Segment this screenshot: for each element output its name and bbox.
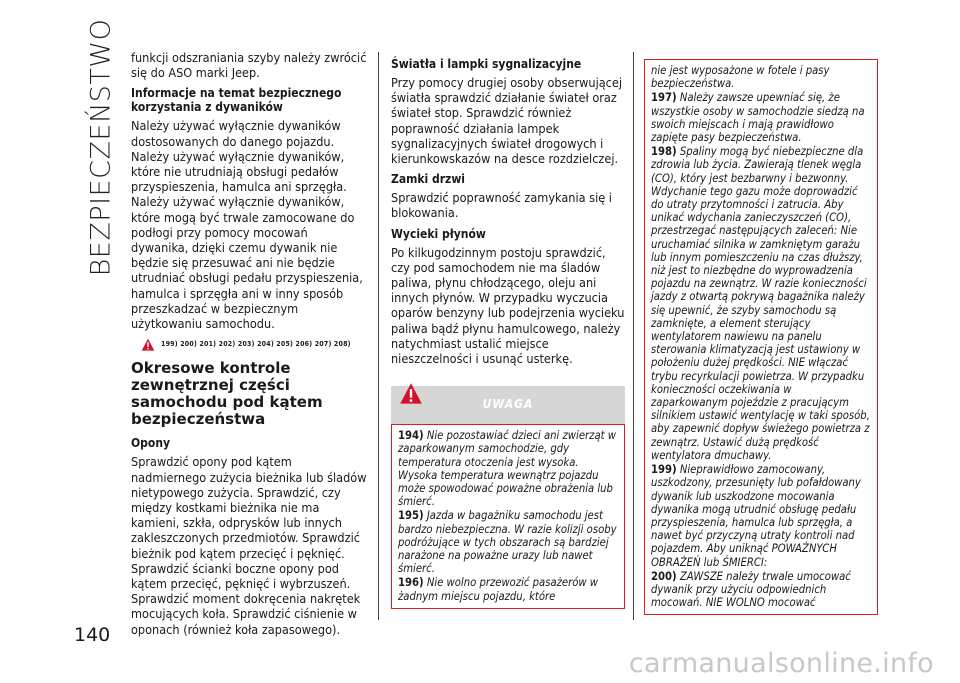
warning-item-195: 195) Jazda w bagażniku samochodu jest bardzo niebezpieczna. W razie kolizji osoby podróżujące w tych obszarach są bardziej narażone na poważne urazy lub nawet śmierć. bbox=[398, 509, 617, 576]
warning-item-199: 199) Nieprawidłowo zamocowany, uszkodzony, przesunięty lub pofałdowany dywanik lub uszkodzone mocowania dywanika mogą utrudnić obsługę pedału przyspieszenia, hamulca lub sprzęgła, a nawet być przyczyną utraty kontroli nad pojazdem. Aby uniknąć POWAŻNYCH OBRAŻEŃ lub ŚMIERCI: bbox=[651, 463, 861, 569]
section-side-title bbox=[80, 18, 122, 276]
warning-box-right bbox=[644, 59, 878, 615]
column-divider bbox=[378, 52, 379, 620]
column-1 bbox=[131, 50, 367, 643]
warning-item-197: 197) Należy zawsze upewniać się, że wszystkie osoby w samochodzie siedzą na swoich miejscach i mają prawidłowo zapięte pasy bezpieczeństwa. bbox=[651, 91, 865, 145]
warning-item-200: 200) ZAWSZE należy trwale umocować dywanik przy użyciu odpowiednich mocowań. NIE WOLNO mocować bbox=[651, 569, 851, 610]
heading-floor-mats: Informacje na temat bezpiecznego korzystania z dywaników bbox=[131, 86, 342, 115]
column-3 bbox=[644, 59, 878, 615]
heading-fluid-leaks: Wycieki płynów bbox=[391, 226, 486, 241]
warning-continuation: nie jest wyposażone w fotele i pasy bezpieczeństwa. bbox=[651, 64, 830, 91]
lights-paragraph: Przy pomocy drugiej osoby obserwującej światła sprawdzić działanie świateł oraz świateł stop. Sprawdzić również poprawność działania lampek sygnalizacyjnych świateł drogowych i kierunkowskazów na desce rozdzielczej. bbox=[391, 75, 623, 167]
watermark: carmanualsonline.info bbox=[628, 648, 934, 679]
warning-triangle-icon bbox=[141, 338, 155, 352]
column-divider bbox=[633, 52, 634, 620]
warning-item-196: 196) Nie wolno przewozić pasażerów w żadnym miejscu pojazdu, które bbox=[398, 576, 599, 603]
heading-door-locks: Zamki drzwi bbox=[391, 172, 465, 187]
fluid-leaks-paragraph: Po kilkugodzinnym postoju sprawdzić, czy pod samochodem nie ma śladów paliwa, płynu chłodzącego, oleju ani innych płynów. W przypadku wyczucia oparów benzyny lub podejrzenia wycieku paliwa bądź płynu hamulcowego, należy natychmiast ustalić miejsce nieszczelności i usunąć usterkę. bbox=[391, 244, 625, 367]
column-2 bbox=[391, 57, 625, 609]
warning-item-198: 198) Spaliny mogą być niebezpieczne dla zdrowia lub życia. Zawierają tlenek węgla (CO), który jest bezbarwny i bezwonny. Wdychanie tego gazu może doprowadzić do utraty przytomności i zatrucia. Aby unikać wdychania zanieczyszczeń (CO), przestrzegać następujących zaleceń: Nie uruchamiać silnika w zamkniętym garażu lub innym pomieszczeniu na czas dłuższy, niż jest to niezbędne do wyprowadzenia pojazdu na zewnątrz. W razie konieczności jazdy z otwartą pokrywą bagażnika należy się upewnić, że szyby samochodu są zamknięte, a element sterujący wentylatorem nawiewu na panelu sterowania klimatyzacją jest ustawiony w położeniu dużej prędkości. NIE włączać trybu recyrkulacji powietrza. W przypadku konieczności oczekiwania w zaparkowanym pojeździe z pracującym silnikiem ustawić wentylację w taki sposób, aby zapewnić dopływ świeżego powietrza z zewnątrz. Ustawić dużą prędkość wentylatora dmuchawy. bbox=[651, 145, 870, 462]
heading-tires: Opony bbox=[131, 436, 171, 451]
floor-mats-paragraph: Należy używać wyłącznie dywaników dostosowanych do danego pojazdu. Należy używać wyłącznie dywaników, które nie utrudniają obsługi pedałów przyspieszenia, hamulca ani sprzęgła. Należy używać wyłącznie dywaników, które mogą być trwale zamocowane do podłogi przy pomocy mocowań dywanika, dzięki czemu dywanik nie będzie się przesuwać ani nie będzie utrudniać obsługi pedału przyspieszenia, hamulca i sprzęgła ani w inny sposób przeszkadzać w bezpiecznym użytkowaniu samochodu. bbox=[131, 118, 363, 332]
warning-label: UWAGA bbox=[482, 397, 534, 412]
warning-box-left bbox=[391, 424, 625, 609]
page-number: 140 bbox=[74, 624, 111, 646]
door-locks-paragraph: Sprawdzić poprawność zamykania się i blokowania. bbox=[391, 190, 612, 221]
heading-exterior-checks: Okresowe kontrole zewnętrznej części samochodu pod kątem bezpieczeństwa bbox=[131, 359, 323, 429]
intro-paragraph: funkcji odszraniania szyby należy zwrócić się do ASO marki Jeep. bbox=[131, 50, 367, 81]
section-title-text: BEZPIECZEŃSTWO bbox=[85, 18, 117, 276]
warning-header-band bbox=[391, 386, 625, 424]
heading-lights: Światła i lampki sygnalizacyjne bbox=[391, 57, 582, 71]
tires-paragraph: Sprawdzić opony pod kątem nadmiernego zużycia bieżnika lub śladów nietypowego zużycia. Sprawdzić, czy między kostkami bieżnika nie ma kamieni, szkła, odprysków lub innych zakleszczonych przedmiotów. Sprawdzić bieżnik pod kątem przecięć i pęknięć. Sprawdzić ścianki boczne opony pod kątem przecięć, pęknięć i wybrzuszeń. Sprawdzić moment dokręcenia nakrętek mocujących koła. Sprawdzić ciśnienie w oponach (również koła zapasowego). bbox=[131, 454, 367, 637]
reference-codes: 199) 200) 201) 202) 203) 204) 205) 206) 207) 208) bbox=[161, 340, 351, 349]
warning-item-194: 194) Nie pozostawiać dzieci ani zwierząt w zaparkowanym samochodzie, gdy temperatura otoczenia jest wysoka. Wysoka temperatura wewnątrz pojazdu może spowodować poważne obrażenia lub śmierć. bbox=[398, 429, 616, 509]
warning-references bbox=[141, 337, 367, 352]
